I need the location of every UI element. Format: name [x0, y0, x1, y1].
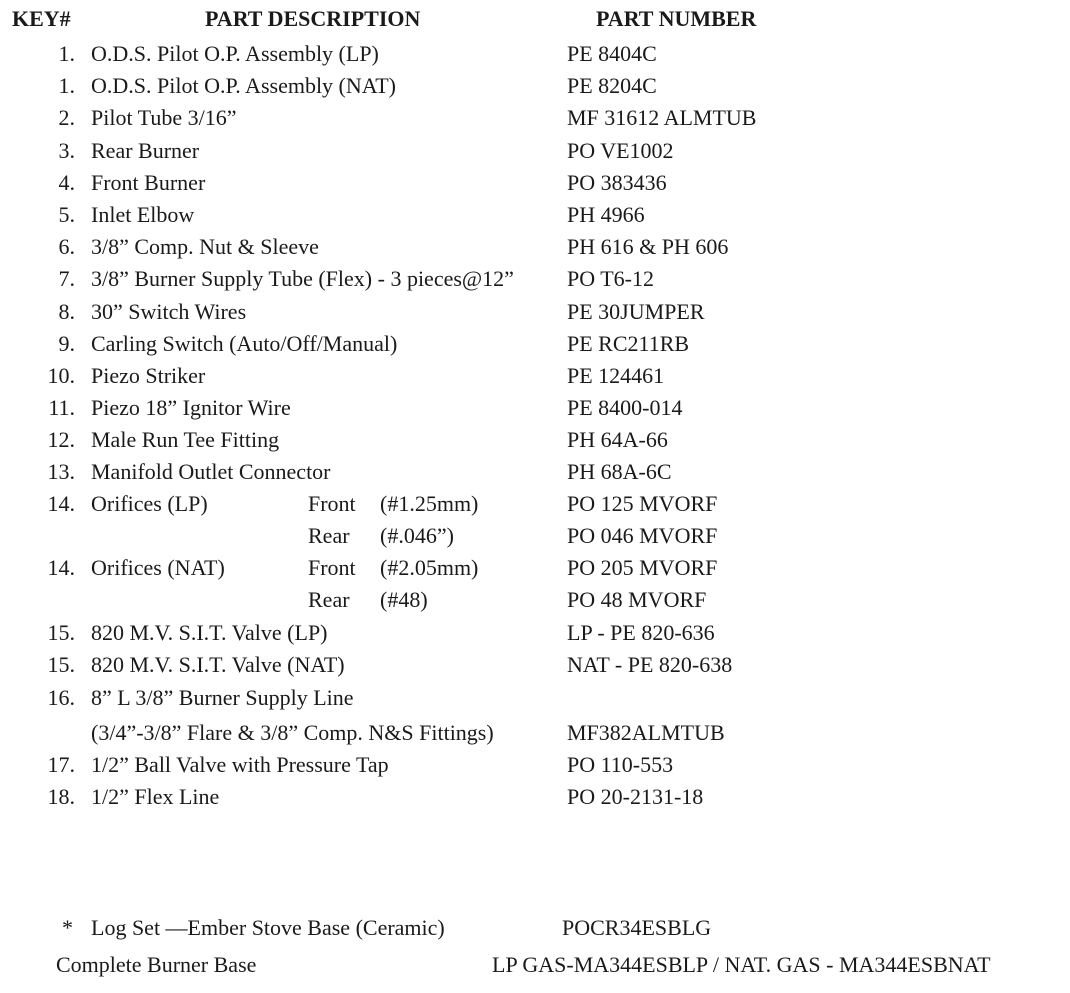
row-description: 1/2” Flex Line	[91, 784, 220, 809]
row-key: 15.	[47, 620, 75, 645]
row-description: (3/4”-3/8” Flare & 3/8” Comp. N&S Fittings)	[91, 720, 494, 745]
row-position: Rear	[308, 587, 350, 612]
parts-row	[0, 654, 1070, 686]
parts-row	[0, 301, 1070, 333]
row-key: 5.	[58, 202, 75, 227]
parts-row	[0, 429, 1070, 461]
footer-log-set-description: Log Set —Ember Stove Base (Ceramic)	[91, 915, 445, 940]
row-description: 3/8” Comp. Nut & Sleeve	[91, 234, 319, 259]
row-key: 17.	[47, 752, 75, 777]
row-part-number: PE 124461	[567, 363, 665, 388]
parts-row	[0, 333, 1070, 365]
row-description: 8” L 3/8” Burner Supply Line	[91, 685, 354, 710]
row-description: Manifold Outlet Connector	[91, 459, 331, 484]
row-part-number: PE 8400-014	[567, 395, 683, 420]
row-spec: (#.046”)	[380, 523, 454, 548]
row-key: 12.	[47, 427, 75, 452]
header-description: PART DESCRIPTION	[205, 6, 421, 31]
footer-log-set-part-number: POCR34ESBLG	[562, 915, 712, 940]
row-part-number: PH 64A-66	[567, 427, 668, 452]
row-key: 13.	[47, 459, 75, 484]
row-key: 14.	[47, 555, 75, 580]
row-description: Pilot Tube 3/16”	[91, 105, 237, 130]
row-description: 30” Switch Wires	[91, 299, 247, 324]
row-key: 1.	[58, 41, 75, 66]
parts-row	[0, 236, 1070, 268]
row-key: 2.	[58, 105, 75, 130]
parts-row	[0, 754, 1070, 786]
row-description: 3/8” Burner Supply Tube (Flex) - 3 pieces@12”	[91, 266, 514, 291]
row-description: Inlet Elbow	[91, 202, 195, 227]
row-description: Piezo Striker	[91, 363, 206, 388]
row-part-number: PO 110-553	[567, 752, 674, 777]
row-key: 7.	[58, 266, 75, 291]
row-position: Front	[308, 491, 356, 516]
row-part-number: PE 8404C	[567, 41, 657, 66]
row-part-number: PH 68A-6C	[567, 459, 672, 484]
parts-row	[0, 786, 1070, 818]
row-position: Front	[308, 555, 356, 580]
parts-row	[0, 107, 1070, 139]
row-part-number: PO 20-2131-18	[567, 784, 704, 809]
row-description: Front Burner	[91, 170, 206, 195]
row-description: 820 M.V. S.I.T. Valve (NAT)	[91, 652, 345, 677]
parts-row	[0, 461, 1070, 493]
row-key: 11.	[48, 395, 75, 420]
row-description: Rear Burner	[91, 138, 200, 163]
parts-row	[0, 268, 1070, 300]
parts-row	[0, 172, 1070, 204]
row-part-number: PO 383436	[567, 170, 667, 195]
parts-row	[0, 493, 1070, 525]
parts-row	[0, 687, 1070, 719]
row-spec: (#1.25mm)	[380, 491, 479, 516]
row-description: O.D.S. Pilot O.P. Assembly (NAT)	[91, 73, 396, 98]
row-part-number: LP - PE 820-636	[567, 620, 715, 645]
row-spec: (#48)	[380, 587, 428, 612]
parts-row	[0, 140, 1070, 172]
footer-burner-base-description: Complete Burner Base	[56, 952, 257, 977]
row-part-number: PO 046 MVORF	[567, 523, 718, 548]
row-key: 10.	[47, 363, 75, 388]
row-part-number: PH 616 & PH 606	[567, 234, 729, 259]
row-description: Piezo 18” Ignitor Wire	[91, 395, 291, 420]
row-description: O.D.S. Pilot O.P. Assembly (LP)	[91, 41, 379, 66]
row-description: Carling Switch (Auto/Off/Manual)	[91, 331, 398, 356]
header-part-number: PART NUMBER	[596, 6, 757, 31]
row-key: 16.	[47, 685, 75, 710]
row-description: Orifices (NAT)	[91, 555, 225, 580]
row-key: 18.	[47, 784, 75, 809]
row-key: 4.	[58, 170, 75, 195]
row-part-number: PO 125 MVORF	[567, 491, 718, 516]
row-part-number: MF 31612 ALMTUB	[567, 105, 757, 130]
row-key: 15.	[47, 652, 75, 677]
row-part-number: PO VE1002	[567, 138, 674, 163]
row-key: 14.	[47, 491, 75, 516]
parts-row	[0, 557, 1070, 589]
parts-row	[0, 204, 1070, 236]
row-description: Orifices (LP)	[91, 491, 208, 516]
footer-log-set-marker: *	[62, 915, 73, 940]
parts-row	[0, 397, 1070, 429]
footer-burner-base-part-number: LP GAS-MA344ESBLP / NAT. GAS - MA344ESBNAT	[492, 952, 991, 977]
row-part-number: PO 205 MVORF	[567, 555, 718, 580]
parts-row	[0, 589, 1070, 621]
parts-row	[0, 75, 1070, 107]
parts-row	[0, 365, 1070, 397]
row-part-number: PH 4966	[567, 202, 645, 227]
row-key: 3.	[58, 138, 75, 163]
parts-row	[0, 622, 1070, 654]
row-position: Rear	[308, 523, 350, 548]
row-key: 9.	[58, 331, 75, 356]
row-part-number: PE RC211RB	[567, 331, 690, 356]
row-description: 820 M.V. S.I.T. Valve (LP)	[91, 620, 328, 645]
row-description: 1/2” Ball Valve with Pressure Tap	[91, 752, 389, 777]
row-part-number: PO T6-12	[567, 266, 654, 291]
row-key: 1.	[58, 73, 75, 98]
row-part-number: NAT - PE 820-638	[567, 652, 733, 677]
row-description: Male Run Tee Fitting	[91, 427, 280, 452]
row-part-number: PE 8204C	[567, 73, 657, 98]
row-key: 6.	[58, 234, 75, 259]
row-part-number: MF382ALMTUB	[567, 720, 725, 745]
row-part-number: PO 48 MVORF	[567, 587, 707, 612]
parts-row	[0, 525, 1070, 557]
row-spec: (#2.05mm)	[380, 555, 479, 580]
parts-row	[0, 722, 1070, 754]
parts-row	[0, 43, 1070, 75]
header-key: KEY#	[12, 6, 71, 31]
row-key: 8.	[58, 299, 75, 324]
row-part-number: PE 30JUMPER	[567, 299, 705, 324]
